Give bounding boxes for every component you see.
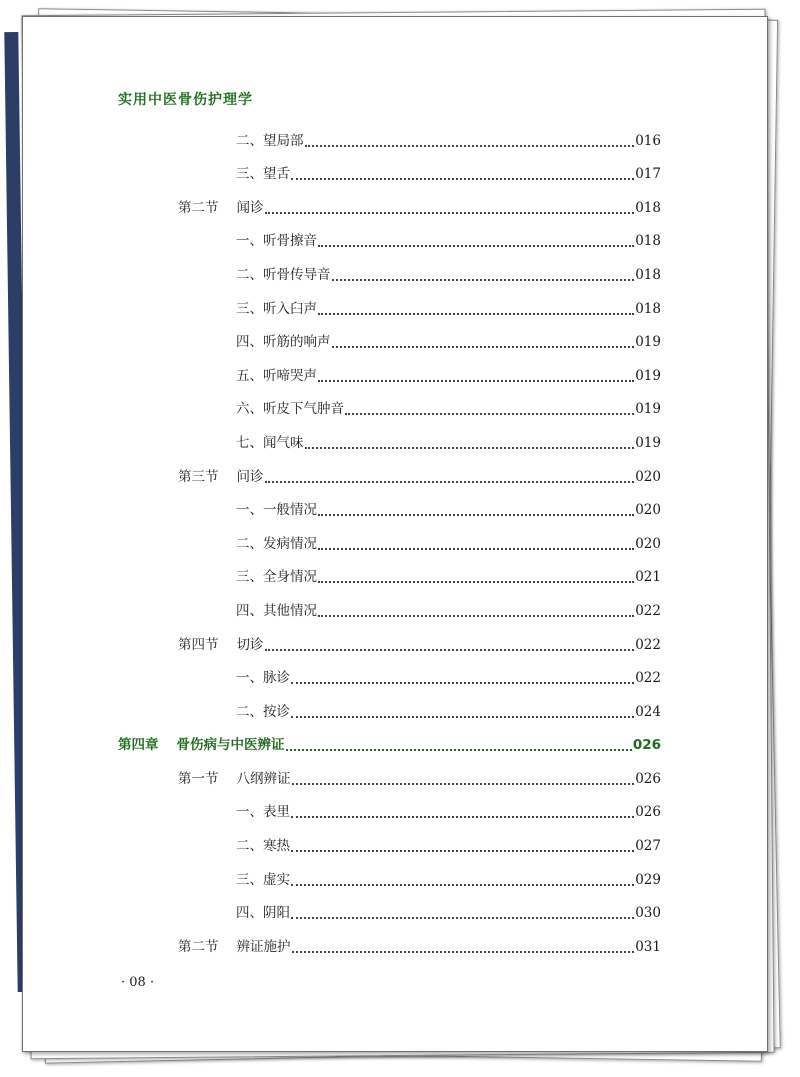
toc-entry-title: 问诊 [236, 468, 264, 485]
toc-page-number: 020 [635, 502, 661, 519]
table-of-contents [118, 123, 661, 963]
dot-leader [318, 615, 634, 617]
toc-entry-title: 三、全身情况 [236, 569, 317, 586]
toc-entry-title: 七、闻气味 [236, 434, 304, 451]
toc-section-entry [118, 627, 661, 661]
dot-leader [318, 313, 634, 315]
dot-leader [292, 951, 635, 953]
toc-entry-label [236, 668, 290, 688]
toc-page-number: 022 [635, 670, 661, 687]
toc-entry-label [236, 802, 290, 822]
page-number: · 08 · [121, 975, 155, 990]
toc-entry-title: 五、听啼哭声 [236, 367, 317, 384]
toc-entry-title: 一、一般情况 [236, 502, 317, 519]
document-page [22, 16, 768, 1052]
toc-section-entry [118, 459, 661, 493]
toc-entry-label [178, 198, 264, 218]
toc-entry-title: 切诊 [236, 636, 264, 653]
toc-section-entry [118, 190, 661, 224]
toc-page-number: 017 [635, 166, 661, 183]
toc-entry-title: 二、望局部 [236, 132, 304, 149]
toc-entry-title: 二、发病情况 [236, 535, 317, 552]
dot-leader [332, 279, 635, 281]
dot-leader [292, 783, 635, 785]
dot-leader [318, 514, 634, 516]
dot-leader [265, 481, 635, 483]
toc-item-entry [118, 862, 661, 896]
dot-leader [318, 581, 634, 583]
toc-item-entry [118, 526, 661, 560]
toc-item-entry [118, 828, 661, 862]
toc-page-number: 018 [635, 199, 661, 216]
toc-item-entry [118, 257, 661, 291]
toc-entry-title: 三、听入臼声 [236, 300, 317, 317]
toc-page-number: 020 [635, 468, 661, 485]
dot-leader [332, 346, 635, 348]
toc-page-number: 026 [632, 737, 661, 754]
toc-entry-label [178, 937, 291, 957]
running-header: 实用中医骨伤护理学 [118, 92, 253, 108]
toc-page-number: 026 [635, 804, 661, 821]
dot-leader [286, 749, 632, 751]
toc-entry-title: 一、表里 [236, 804, 290, 821]
toc-entry-label [236, 433, 304, 453]
toc-entry-title: 八纲辨证 [236, 770, 291, 787]
toc-entry-number: 第四章 [118, 737, 159, 754]
toc-item-entry [118, 795, 661, 829]
toc-page-number: 027 [635, 838, 661, 855]
dot-leader [318, 245, 634, 247]
toc-entry-label [236, 601, 317, 621]
dot-leader [265, 649, 635, 651]
dot-leader [318, 380, 634, 382]
toc-page-number: 029 [635, 871, 661, 888]
toc-entry-label [118, 735, 285, 755]
dot-leader [291, 917, 634, 919]
dot-leader [291, 178, 634, 180]
toc-entry-title: 骨伤病与中医辨证 [176, 737, 285, 754]
toc-page-number: 019 [635, 434, 661, 451]
toc-item-entry [118, 358, 661, 392]
toc-entry-label [236, 366, 317, 386]
toc-entry-number: 第三节 [178, 468, 219, 485]
toc-item-entry [118, 123, 661, 157]
toc-entry-number: 第四节 [178, 636, 219, 653]
toc-chapter-entry [118, 728, 661, 762]
toc-item-entry [118, 694, 661, 728]
toc-item-entry [118, 661, 661, 695]
toc-item-entry [118, 291, 661, 325]
toc-entry-label [236, 131, 304, 151]
toc-page-number: 019 [635, 334, 661, 351]
toc-page-number: 018 [635, 300, 661, 317]
toc-entry-label [178, 635, 264, 655]
toc-entry-label [236, 870, 290, 890]
toc-section-entry [118, 761, 661, 795]
toc-entry-number: 第一节 [178, 770, 219, 787]
dot-leader [291, 884, 634, 886]
toc-entry-title: 一、脉诊 [236, 670, 290, 687]
toc-entry-label [236, 231, 317, 251]
toc-entry-title: 辨证施护 [236, 938, 291, 955]
toc-item-entry [118, 157, 661, 191]
toc-item-entry [118, 392, 661, 426]
dot-leader [265, 212, 635, 214]
toc-entry-title: 二、寒热 [236, 838, 290, 855]
toc-entry-title: 四、阴阳 [236, 905, 290, 922]
toc-entry-title: 三、虚实 [236, 871, 290, 888]
toc-entry-title: 三、望舌 [236, 166, 290, 183]
toc-page-number: 020 [635, 535, 661, 552]
toc-page-number: 021 [635, 569, 661, 586]
toc-entry-label [178, 769, 291, 789]
toc-page-number: 031 [635, 938, 661, 955]
toc-entry-title: 一、听骨擦音 [236, 233, 317, 250]
toc-entry-label [236, 265, 331, 285]
toc-entry-title: 四、听筋的响声 [236, 334, 331, 351]
toc-entry-number: 第二节 [178, 938, 219, 955]
toc-page-number: 022 [635, 602, 661, 619]
toc-entry-title: 二、按诊 [236, 703, 290, 720]
toc-entry-title: 二、听骨传导音 [236, 266, 331, 283]
toc-entry-label [236, 399, 344, 419]
toc-entry-label [236, 903, 290, 923]
toc-page-number: 018 [635, 233, 661, 250]
dot-leader [291, 716, 634, 718]
dot-leader [291, 850, 634, 852]
toc-section-entry [118, 929, 661, 963]
toc-entry-label [236, 164, 290, 184]
dot-leader [318, 548, 634, 550]
dot-leader [291, 682, 634, 684]
toc-entry-number: 第二节 [178, 199, 219, 216]
toc-entry-label [236, 500, 317, 520]
toc-entry-label [236, 299, 317, 319]
dot-leader [305, 145, 635, 147]
toc-page-number: 024 [635, 703, 661, 720]
toc-item-entry [118, 896, 661, 930]
toc-page-number: 026 [635, 770, 661, 787]
toc-page-number: 022 [635, 636, 661, 653]
toc-item-entry [118, 325, 661, 359]
toc-entry-label [178, 467, 264, 487]
toc-item-entry [118, 493, 661, 527]
toc-entry-title: 四、其他情况 [236, 602, 317, 619]
toc-entry-label [236, 567, 317, 587]
toc-entry-label [236, 702, 290, 722]
toc-page-number: 030 [635, 905, 661, 922]
toc-entry-label [236, 836, 290, 856]
toc-page-number: 016 [635, 132, 661, 149]
toc-page-number: 018 [635, 266, 661, 283]
toc-entry-label [236, 534, 317, 554]
toc-entry-title: 闻诊 [236, 199, 264, 216]
toc-item-entry [118, 425, 661, 459]
toc-page-number: 019 [635, 367, 661, 384]
dot-leader [305, 447, 635, 449]
toc-entry-title: 六、听皮下气肿音 [236, 401, 344, 418]
toc-item-entry [118, 224, 661, 258]
toc-entry-label [236, 332, 331, 352]
toc-item-entry [118, 593, 661, 627]
toc-page-number: 019 [635, 401, 661, 418]
dot-leader [291, 816, 634, 818]
toc-item-entry [118, 560, 661, 594]
dot-leader [345, 413, 634, 415]
